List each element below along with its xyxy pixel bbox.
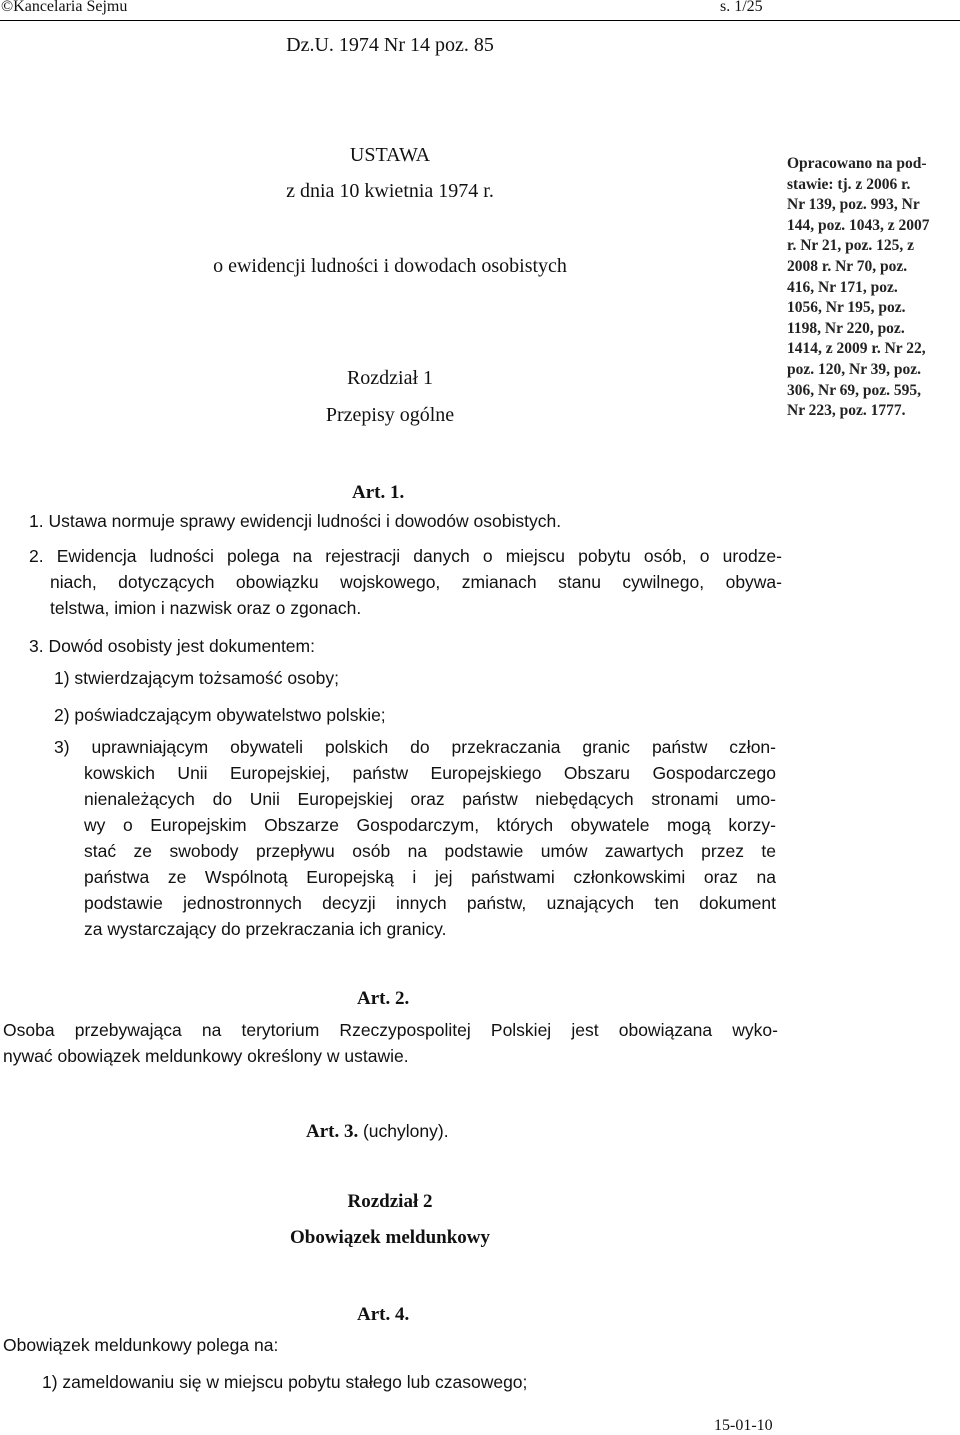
margin-note-line: Nr 223, poz. 1777.	[787, 402, 906, 420]
art-1-para-2-line: telstwa, imion i nazwisk oraz o zgonach.	[50, 598, 362, 618]
act-title: o ewidencji ludności i dowodach osobistych	[213, 255, 567, 277]
margin-note-line: 416, Nr 171, poz.	[787, 278, 898, 296]
art-3	[306, 1121, 449, 1143]
margin-note-line: 1414, z 2009 r. Nr 22,	[787, 340, 926, 358]
art-1-item-3-line: kowskich Unii Europejskiej, państw Europejskiego Obszaru Gospodarczego	[84, 763, 776, 783]
art-1-para-2	[29, 543, 782, 621]
art-1-item-3-line: państwa ze Wspólnotą Europejską i jej państwami członkowskimi oraz na	[84, 867, 776, 887]
margin-note-line: poz. 120, Nr 39, poz.	[787, 360, 922, 378]
art-1-para-3: 3. Dowód osobisty jest dokumentem:	[29, 636, 315, 656]
art-1-heading: Art. 1.	[352, 482, 405, 503]
footer-date: 15-01-10	[714, 1417, 773, 1434]
art-4-item-1: 1) zameldowaniu się w miejscu pobytu stałego lub czasowego;	[42, 1372, 528, 1392]
art-1-item-2: 2) poświadczającym obywatelstwo polskie;	[54, 705, 386, 725]
art-1-item-3-line: podstawie jednostronnych decyzji innych państw, uznających ten dokument	[84, 893, 776, 913]
art-2-text	[3, 1017, 778, 1069]
art-1-item-3-line: wy o Europejskim Obszarze Gospodarczym, których obywatele mogą korzy-	[84, 815, 776, 835]
art-1-item-3-line: nienależących do Unii Europejskiej oraz państw niebędących stronami umo-	[84, 789, 776, 809]
art-1-para-2-line: niach, dotyczących obowiązku wojskowego, zmianach stanu cywilnego, obywa-	[50, 572, 782, 592]
header-rule	[0, 20, 960, 21]
doc-reference: Dz.U. 1974 Nr 14 poz. 85	[286, 34, 494, 56]
margin-note-line: 144, poz. 1043, z 2007	[787, 216, 930, 234]
margin-note	[787, 154, 960, 422]
art-1-item-1: 1) stwierdzającym tożsamość osoby;	[54, 668, 339, 688]
art-4-heading: Art. 4.	[357, 1304, 410, 1325]
chapter-1-label: Rozdział 1	[346, 367, 434, 389]
margin-note-line: stawie: tj. z 2006 r.	[787, 175, 911, 193]
chapter-2-label: Rozdział 2	[347, 1191, 433, 1212]
margin-note-line: 1056, Nr 195, poz.	[787, 299, 906, 317]
act-type: USTAWA	[349, 144, 431, 166]
page-number: s. 1/25	[720, 0, 763, 15]
header-publisher: ©Kancelaria Sejmu	[1, 0, 128, 15]
art-1-para-2-line: 2. Ewidencja ludności polega na rejestracji danych o miejscu pobytu osób, o urodze-	[29, 546, 782, 566]
art-1-item-3-line: za wystarczający do przekraczania ich granicy.	[84, 919, 447, 939]
margin-note-line: Nr 139, poz. 993, Nr	[787, 196, 920, 214]
margin-note-line: r. Nr 21, poz. 125, z	[787, 237, 915, 255]
chapter-1-title: Przepisy ogólne	[325, 404, 455, 426]
art-3-note: (uchylony).	[362, 1121, 449, 1141]
act-date: z dnia 10 kwietnia 1974 r.	[286, 180, 494, 202]
margin-note-line: Opracowano na pod-	[787, 155, 927, 172]
art-1-item-3	[54, 734, 776, 942]
art-2-line: Osoba przebywająca na terytorium Rzeczypospolitej Polskiej jest obowiązana wyko-	[3, 1020, 778, 1040]
art-1-item-3-line: stać ze swobody przepływu osób na podstawie umów zawartych przez te	[84, 841, 776, 861]
chapter-2-title: Obowiązek meldunkowy	[289, 1227, 491, 1248]
margin-note-line: 1198, Nr 220, poz.	[787, 319, 905, 337]
art-1-item-3-line: 3) uprawniającym obywateli polskich do przekraczania granic państw człon-	[54, 737, 776, 757]
art-2-heading: Art. 2.	[357, 988, 410, 1009]
art-3-heading: Art. 3.	[306, 1121, 359, 1142]
art-1-para-1: 1. Ustawa normuje sprawy ewidencji ludności i dowodów osobistych.	[29, 511, 562, 531]
art-4-intro: Obowiązek meldunkowy polega na:	[3, 1335, 279, 1355]
margin-note-line: 2008 r. Nr 70, poz.	[787, 257, 908, 275]
art-2-line: nywać obowiązek meldunkowy określony w ustawie.	[3, 1046, 409, 1066]
margin-note-line: 306, Nr 69, poz. 595,	[787, 381, 922, 399]
